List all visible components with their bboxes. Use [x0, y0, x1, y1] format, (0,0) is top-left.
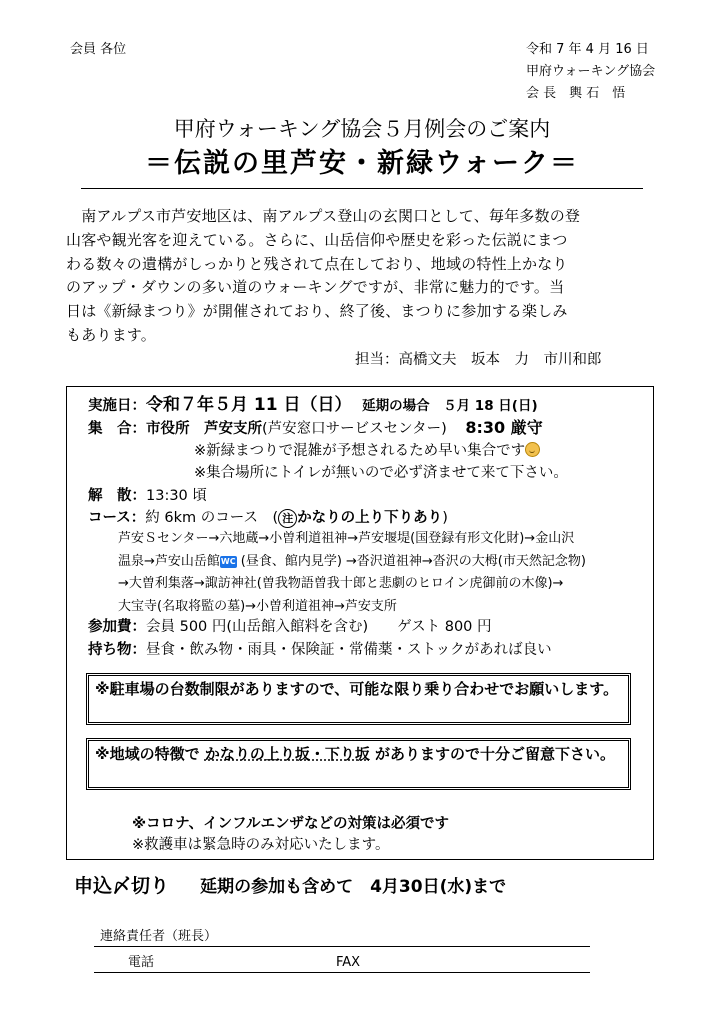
- parking-notice: ※駐車場の台数制限がありますので、可能な限り乗り合わせでお願いします。: [86, 673, 631, 725]
- fee-row: [88, 617, 492, 637]
- route-list: [118, 528, 586, 618]
- contact-line[interactable]: [94, 946, 590, 947]
- route-line: 大宝寺(名取将監の墓)→小曽利道祖神→芦安支所: [118, 598, 397, 614]
- course-row: [88, 508, 448, 528]
- terrain-notice-emphasis: かなりの上り坂・下り坂: [204, 745, 370, 763]
- intro-line: わる数々の遺構がしっかりと残されて点在しており、地域の特性上かなり: [66, 254, 568, 273]
- terrain-notice-part: ※地域の特徴で: [95, 745, 205, 763]
- caution-circle-icon: 注: [278, 509, 297, 528]
- belongings-label: 持ち物：: [88, 642, 146, 658]
- belongings-value: 昼食・飲み物・雨具・保険証・常備薬・ストックがあれば良い: [146, 642, 552, 658]
- meeting-row: [88, 418, 543, 439]
- belongings-row: [88, 640, 552, 660]
- note-crowd-text: ※新緑まつりで混雑が予想されるため早い集合です: [194, 443, 526, 459]
- date-value: 令和７年５月 11 日（日）: [146, 395, 352, 415]
- deadline-row: [74, 871, 506, 898]
- dismiss-value: 13:30 頃: [146, 488, 207, 504]
- note-crowd: [194, 441, 540, 461]
- meet-time: 8:30 厳守: [465, 418, 543, 437]
- smiling-face-icon: [525, 442, 540, 457]
- deadline-text: 延期の参加も含めて 4月30日(水)まで: [200, 877, 507, 897]
- terrain-notice: [86, 738, 631, 790]
- course-label: コース：: [88, 510, 146, 526]
- issue-date: 令和 7 年 4 月 16 日: [526, 42, 649, 57]
- ambulance-note: ※救護車は緊急時のみ対応いたします。: [132, 837, 390, 853]
- route-line: →大曽利集落→諏訪神社(曽我物語曽我十郎と悲劇のヒロイン虎御前の木像)→: [118, 576, 564, 591]
- phone-fax-line[interactable]: [94, 972, 590, 973]
- title-divider: [81, 188, 643, 189]
- meet-label: 集 合：: [88, 421, 146, 437]
- staff-list: 担当：高橋文夫 坂本 力 市川和郎: [355, 352, 602, 368]
- deadline-label: 申込〆切り: [74, 875, 170, 897]
- phone-label: 電話: [128, 955, 155, 970]
- dismiss-row: [88, 486, 207, 506]
- course-warning: かなりの上り下りあり: [297, 510, 443, 526]
- route-line: 芦安Ｓセンター→六地蔵→小曽利道祖神→芦安堰堤(国登録有形文化財)→金山沢: [118, 531, 575, 546]
- postpone-date: 延期の場合 ５月 18 日(日): [362, 398, 538, 414]
- intro-line: 日は《新緑まつり》が開催されており、終了後、まつりに参加する楽しみ: [66, 302, 568, 321]
- route-line: [118, 551, 586, 574]
- chairman: 会 長 輿 石 悟: [526, 86, 626, 101]
- fee-value: 会員 500 円(山岳館入館料を含む) ゲスト 800 円: [146, 619, 492, 635]
- intro-text: [66, 205, 580, 348]
- intro-line: 山客や観光客を迎えている。さらに、山岳信仰や歴史を彩った伝説にまつ: [66, 230, 568, 249]
- intro-line: 南アルプス市芦安地区は、南アルプス登山の玄関口として、毎年多数の登: [66, 207, 581, 225]
- wc-icon: WC: [220, 556, 236, 566]
- meet-place: 市役所 芦安支所: [146, 421, 262, 437]
- course-close: ): [442, 510, 448, 526]
- route-part: (昼食、館内見学) →沓沢道祖神→沓沢の大栂(市天然記念物): [236, 553, 586, 569]
- route-part: 温泉→芦安山岳館: [118, 553, 220, 569]
- covid-note: ※コロナ、インフルエンザなどの対策は必須です: [132, 816, 449, 832]
- intro-line: もあります。: [66, 325, 157, 344]
- meet-place-sub: (芦安窓口サービスセンター): [262, 421, 447, 437]
- intro-line: のアップ・ダウンの多い道のウォーキングですが、非常に魅力的です。当: [66, 278, 565, 297]
- recipients: 会員 各位: [70, 42, 127, 57]
- dismiss-label: 解 散：: [88, 488, 146, 504]
- date-label: 実施日：: [88, 398, 146, 414]
- fax-label: FAX: [336, 955, 361, 970]
- fee-label: 参加費：: [88, 619, 146, 635]
- page-title: ＝伝説の里芦安・新緑ウォーク＝: [145, 148, 579, 179]
- event-date-row: [88, 395, 538, 416]
- note-toilet: ※集合場所にトイレが無いので必ず済ませて来て下さい。: [194, 465, 568, 481]
- course-value: 約 6km のコース (: [145, 510, 279, 526]
- terrain-notice-part: がありますので十分ご留意下さい。: [369, 745, 616, 763]
- organization: 甲府ウォーキング協会: [526, 64, 656, 79]
- page-subtitle: 甲府ウォーキング協会５月例会のご案内: [173, 117, 551, 141]
- contact-label: 連絡責任者（班長）: [100, 929, 218, 944]
